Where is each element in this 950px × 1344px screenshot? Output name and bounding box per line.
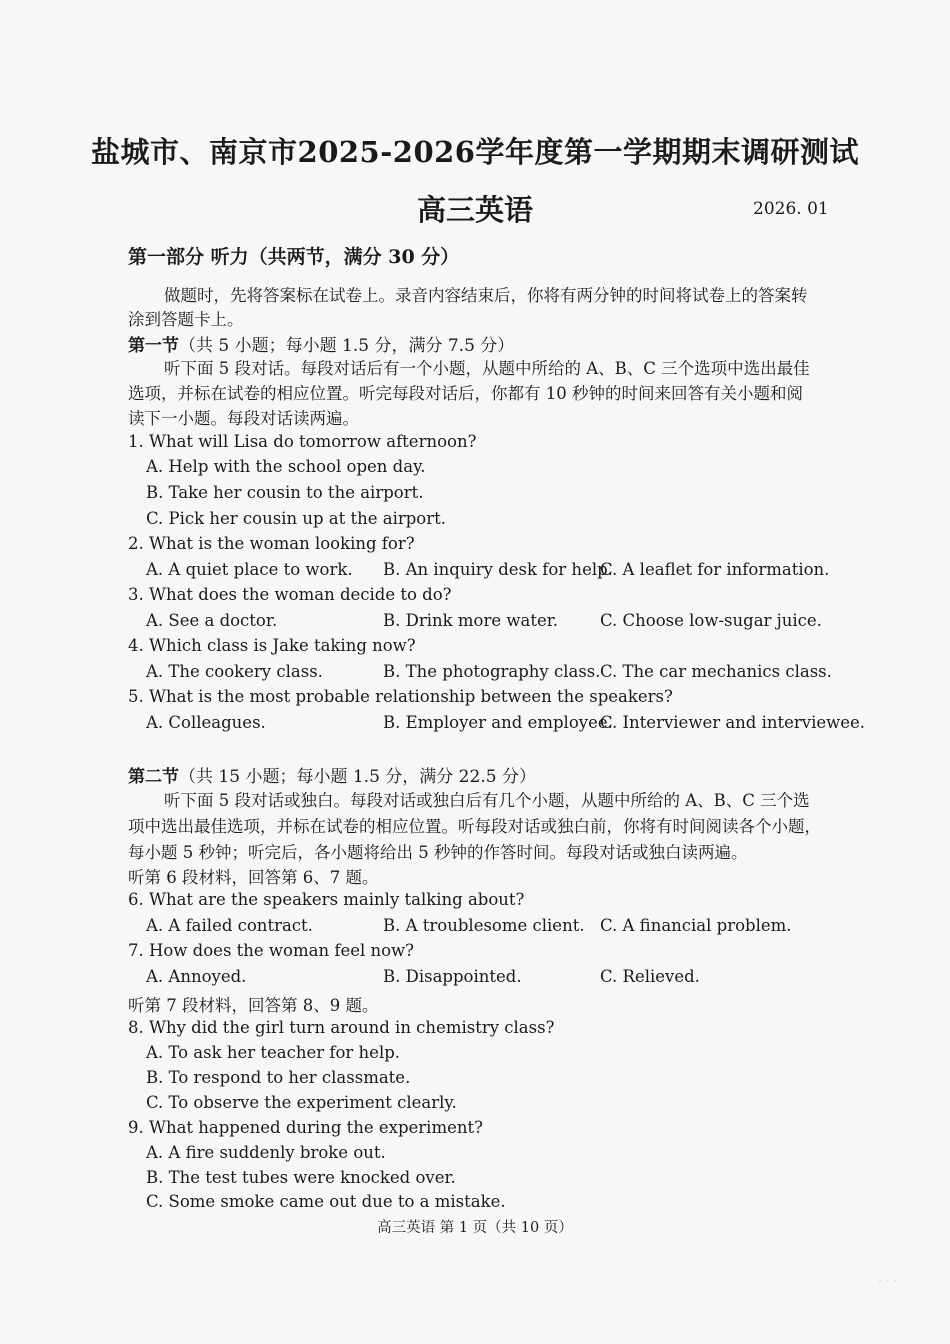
question-6-option-c: C. A financial problem. <box>600 916 792 935</box>
question-2-option-a: A. A quiet place to work. <box>146 560 353 579</box>
exam-date: 2026. 01 <box>753 199 829 219</box>
question-8-option-b: B. To respond to her classmate. <box>146 1068 411 1087</box>
question-3-option-c: C. Choose low-sugar juice. <box>600 611 822 630</box>
section1-instr-line2: 选项，并标在试卷的相应位置。听完每段对话后，你都有 10 秒钟的时间来回答有关小题和阅 <box>128 384 803 403</box>
question-8-option-c: C. To observe the experiment clearly. <box>146 1093 457 1112</box>
question-9-stem: 9. What happened during the experiment? <box>128 1118 483 1137</box>
question-3-option-b: B. Drink more water. <box>383 611 559 630</box>
material-7-instruction: 听第 7 段材料，回答第 8、9 题。 <box>128 996 379 1015</box>
question-2-option-b: B. An inquiry desk for help. <box>383 560 613 579</box>
part1-intro-line2: 涂到答题卡上。 <box>128 310 244 329</box>
section1-note: （共 5 小题；每小题 1.5 分，满分 7.5 分） <box>179 336 515 356</box>
question-9-option-a: A. A fire suddenly broke out. <box>146 1143 386 1162</box>
section2-note: （共 15 小题；每小题 1.5 分，满分 22.5 分） <box>179 767 536 787</box>
section2-heading <box>128 762 536 787</box>
question-6-option-b: B. A troublesome client. <box>383 916 585 935</box>
exam-title: 盐城市、南京市2025-2026学年度第一学期期末调研测试 <box>91 135 859 169</box>
section2-instr-line3: 每小题 5 秒钟；听完后，各小题将给出 5 秒钟的作答时间。每段对话或独白读两遍。 <box>128 843 748 862</box>
question-6-stem: 6. What are the speakers mainly talking about? <box>128 890 525 909</box>
section1-instr-line1: 听下面 5 段对话。每段对话后有一个小题，从题中所给的 A、B、C 三个选项中选出最佳 <box>164 359 810 378</box>
question-1-option-b: B. Take her cousin to the airport. <box>146 483 424 502</box>
question-9-option-b: B. The test tubes were knocked over. <box>146 1168 456 1187</box>
section1-instr-line3: 读下一小题。每段对话读两遍。 <box>128 409 359 428</box>
question-4-option-a: A. The cookery class. <box>146 662 323 681</box>
question-1-stem: 1. What will Lisa do tomorrow afternoon? <box>128 432 477 451</box>
question-7-option-c: C. Relieved. <box>600 967 700 986</box>
question-7-stem: 7. How does the woman feel now? <box>128 941 415 960</box>
section1-heading <box>128 331 514 356</box>
question-4-option-b: B. The photography class. <box>383 662 601 681</box>
exam-subject: 高三英语 <box>416 193 533 227</box>
question-4-option-c: C. The car mechanics class. <box>600 662 832 681</box>
material-6-instruction: 听第 6 段材料，回答第 6、7 题。 <box>128 868 379 887</box>
section2-instr-line1: 听下面 5 段对话或独白。每段对话或独白后有几个小题，从题中所给的 A、B、C 三个选 <box>164 791 810 810</box>
question-3-stem: 3. What does the woman decide to do? <box>128 585 452 604</box>
question-5-option-a: A. Colleagues. <box>146 713 266 732</box>
question-5-option-b: B. Employer and employee. <box>383 713 613 732</box>
part1-intro-line1: 做题时，先将答案标在试卷上。录音内容结束后，你将有两分钟的时间将试卷上的答案转 <box>164 286 808 305</box>
question-4-stem: 4. Which class is Jake taking now? <box>128 636 416 655</box>
question-5-stem: 5. What is the most probable relationship between the speakers? <box>128 687 673 706</box>
section2-title: 第二节 <box>128 767 179 787</box>
question-1-option-c: C. Pick her cousin up at the airport. <box>146 509 447 528</box>
page-footer: 高三英语 第 1 页（共 10 页） <box>377 1220 573 1236</box>
question-2-option-c: C. A leaflet for information. <box>600 560 830 579</box>
question-8-stem: 8. Why did the girl turn around in chemistry class? <box>128 1018 555 1037</box>
question-3-option-a: A. See a doctor. <box>146 611 278 630</box>
question-1-option-a: A. Help with the school open day. <box>146 457 426 476</box>
question-2-stem: 2. What is the woman looking for? <box>128 534 415 553</box>
section1-title: 第一节 <box>128 336 179 356</box>
watermark: · · · <box>878 1274 898 1288</box>
question-6-option-a: A. A failed contract. <box>146 916 313 935</box>
part1-heading: 第一部分 听力（共两节，满分 30 分） <box>128 246 460 268</box>
question-9-option-c: C. Some smoke came out due to a mistake. <box>146 1192 506 1211</box>
question-7-option-a: A. Annoyed. <box>146 967 247 986</box>
question-7-option-b: B. Disappointed. <box>383 967 522 986</box>
section2-instr-line2: 项中选出最佳选项，并标在试卷的相应位置。听每段对话或独白前，你将有时间阅读各个小题， <box>128 817 821 836</box>
question-8-option-a: A. To ask her teacher for help. <box>146 1043 401 1062</box>
question-5-option-c: C. Interviewer and interviewee. <box>600 713 866 732</box>
